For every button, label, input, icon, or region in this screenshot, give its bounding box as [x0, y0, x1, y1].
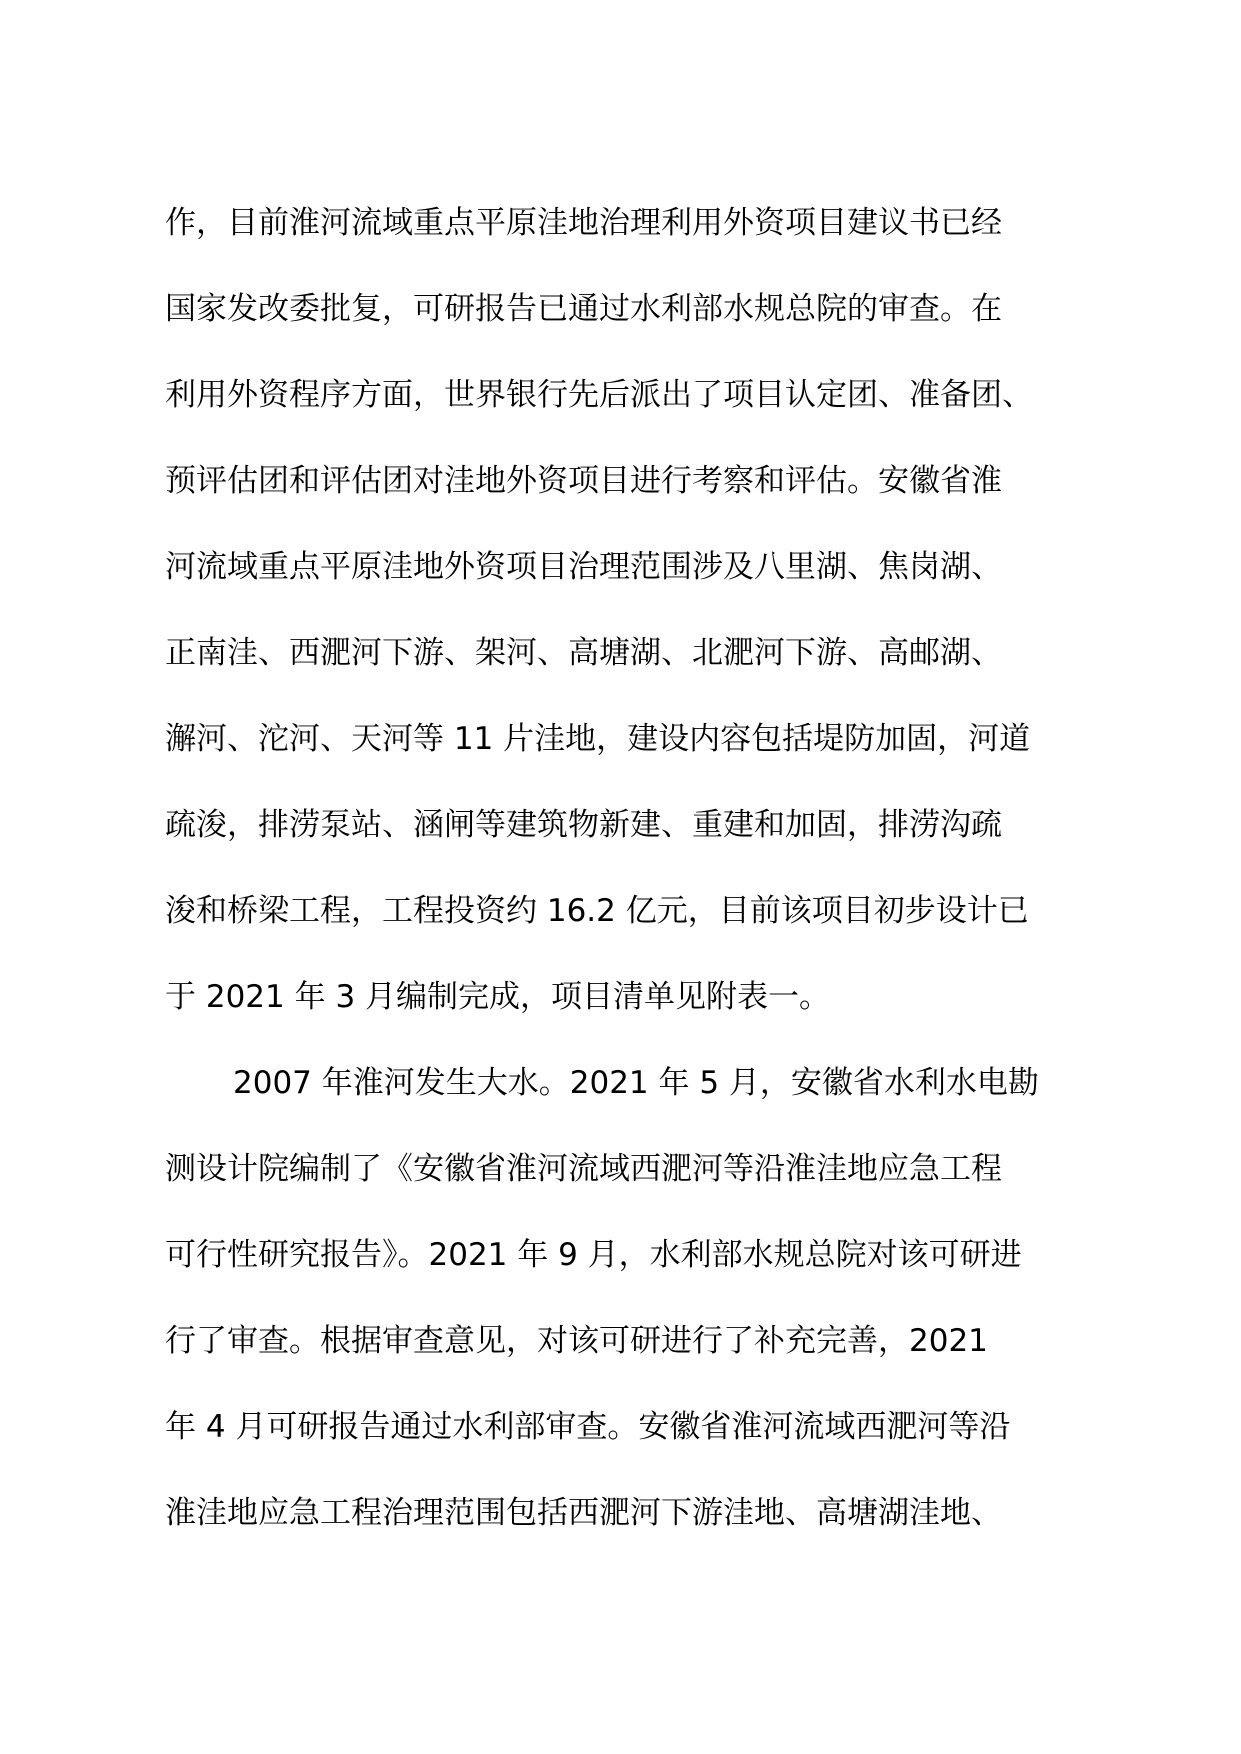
text-line: 利用外资程序方面，世界银行先后派出了项目认定团、准备团、 — [165, 377, 1033, 413]
body-text — [165, 180, 1080, 1556]
text-line: 澥河、沱河、天河等 11 片洼地，建设内容包括堤防加固，河道 — [165, 721, 1031, 757]
text-line: 于 2021 年 3 月编制完成，项目清单见附表一。 — [165, 979, 831, 1015]
text-line: 国家发改委批复，可研报告已通过水利部水规总院的审查。在 — [165, 291, 1002, 327]
text-line: 测设计院编制了《安徽省淮河流域西淝河等沿淮洼地应急工程 — [165, 1151, 1002, 1187]
text-line: 预评估团和评估团对洼地外资项目进行考察和评估。安徽省淮 — [165, 463, 1002, 499]
text-line: 2007 年淮河发生大水。2021 年 5 月，安徽省水利水电勘 — [233, 1065, 1039, 1101]
text-line: 淮洼地应急工程治理范围包括西淝河下游洼地、高塘湖洼地、 — [165, 1495, 1002, 1531]
text-line: 行了审查。根据审查意见，对该可研进行了补充完善，2021 — [165, 1323, 988, 1359]
text-line: 可行性研究报告》。2021 年 9 月，水利部水规总院对该可研进 — [165, 1237, 1022, 1273]
text-line: 正南洼、西淝河下游、架河、高塘湖、北淝河下游、高邮湖、 — [165, 635, 1002, 671]
text-line: 浚和桥梁工程，工程投资约 16.2 亿元，目前该项目初步设计已 — [165, 893, 1029, 929]
text-line: 年 4 月可研报告通过水利部审查。安徽省淮河流域西淝河等沿 — [165, 1409, 1011, 1445]
text-line: 作，目前淮河流域重点平原洼地治理利用外资项目建议书已经 — [165, 205, 1002, 241]
text-line: 河流域重点平原洼地外资项目治理范围涉及八里湖、焦岗湖、 — [165, 549, 1002, 585]
text-line: 疏浚，排涝泵站、涵闸等建筑物新建、重建和加固，排涝沟疏 — [165, 807, 1002, 843]
